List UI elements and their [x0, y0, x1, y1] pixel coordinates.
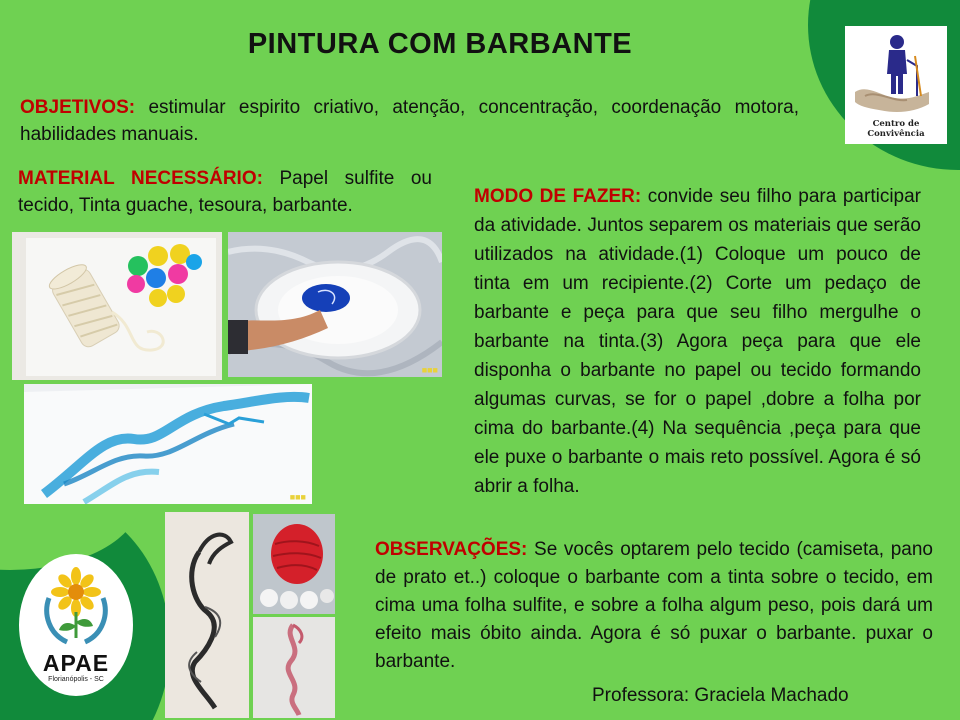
apae-subtitle: Florianópolis - SC — [48, 676, 104, 683]
black-ink-illustration — [165, 512, 249, 718]
photo-watermark-badge: ■■■ — [289, 492, 306, 502]
material-label: MATERIAL NECESSÁRIO: — [18, 168, 263, 189]
photo-watermark-badge: ■■■ — [421, 365, 438, 375]
material-text: Papel sulfite ou tecido, Tinta guache, tesoura, barbante. — [18, 168, 433, 216]
materials-illustration — [12, 232, 222, 380]
centro-de-convivencia-logo — [845, 26, 947, 144]
red-yarn-illustration — [253, 514, 335, 614]
dipping-illustration — [228, 232, 442, 377]
red-yarn-photo — [253, 514, 335, 614]
teacher-name: Professora: Graciela Machado — [592, 685, 849, 706]
elderly-person-hands-icon — [845, 26, 947, 126]
apae-logo — [19, 554, 133, 696]
modo-de-fazer-label: MODO DE FAZER: — [474, 186, 642, 207]
black-string-art-photo — [165, 512, 249, 718]
modo-de-fazer-text: convide seu filho para participar da atividade. Juntos separem os materiais que serão utilizados na atividade.(1) Coloque um pouco de tinta em um recipiente.(2) Corte um pedaço de barbante e peça para que seu filho mergulhe o barbante na tinta.(3) Agora peça para que ele disponha o barbante no papel ou tecido formando algumas curvas, se for o papel ,dobre a folha por cima do barbante.(4) Na sequência ,peça para que ele puxe o barbante o mais reto possível. Agora é só abrir a folha. — [474, 186, 922, 497]
dipping-string-photo — [228, 232, 442, 377]
page-title: PINTURA COM BARBANTE — [247, 28, 633, 60]
objetivos-label: OBJETIVOS: — [20, 97, 136, 118]
modo-de-fazer-paragraph — [474, 182, 921, 501]
objetivos-paragraph — [20, 94, 799, 148]
red-ink-illustration — [253, 617, 335, 718]
materials-photo — [12, 232, 222, 380]
observacoes-paragraph — [375, 536, 933, 676]
material-paragraph — [18, 165, 432, 219]
objetivos-text: estimular espirito criativo, atenção, concentração, coordenação motora, habilidades manuais. — [20, 97, 799, 145]
flower-hands-icon — [19, 554, 133, 650]
red-string-art-photo — [253, 617, 335, 718]
observacoes-label: OBSERVAÇÕES: — [375, 539, 528, 560]
centro-logo-caption: Centro de Convivência — [867, 119, 925, 139]
apae-name: APAE — [42, 650, 110, 676]
blue-string-painting-photo — [24, 384, 312, 504]
observacoes-text: Se vocês optarem pelo tecido (camiseta, pano de prato et..) coloque o barbante com a tinta sobre o tecido, em cima uma folha sulfite, e sobre a folha algum peso, pois dará um efeito mais óbito ainda. Agora é só puxar o barbante. puxar o barbante. — [375, 539, 933, 672]
blue-painting-illustration — [24, 384, 312, 504]
